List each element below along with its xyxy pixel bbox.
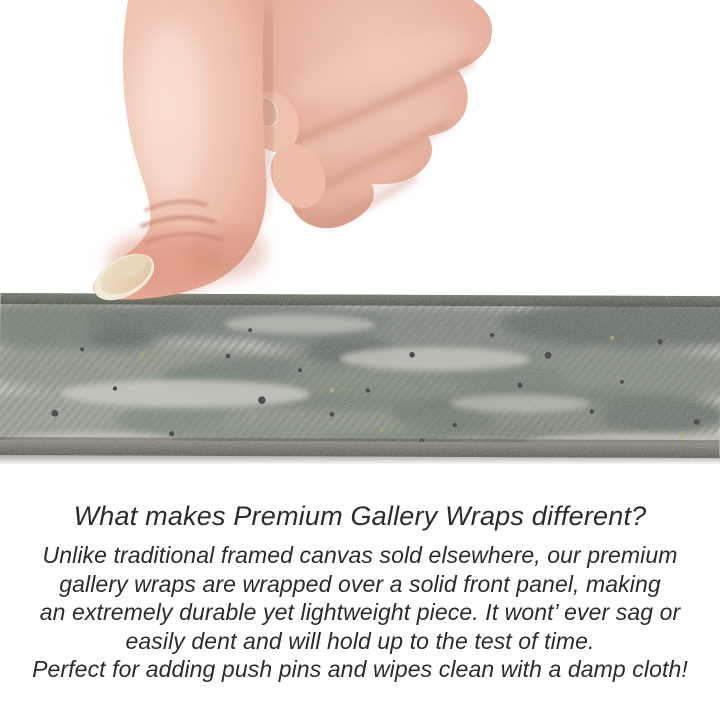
canvas-edge-photo <box>0 293 720 458</box>
hand-thumb-press <box>0 0 720 302</box>
info-heading: What makes Premium Gallery Wraps different? <box>73 501 647 531</box>
info-text-block <box>0 501 720 684</box>
thumb-highlight <box>138 24 206 200</box>
info-line: gallery wraps are wrapped over a solid front panel, making <box>59 570 661 597</box>
info-line: Perfect for adding push pins and wipes clean with a damp cloth! <box>32 656 688 683</box>
info-line: Unlike traditional framed canvas sold elsewhere, our premium <box>42 542 678 568</box>
hand-thumb-press-photo <box>0 0 720 302</box>
info-line: an extremely durable yet lightweight piece. It wont’ ever sag or <box>39 599 681 626</box>
canvas-edge-strip <box>0 293 720 458</box>
info-line: easily dent and will hold up to the test of time. <box>125 627 595 654</box>
